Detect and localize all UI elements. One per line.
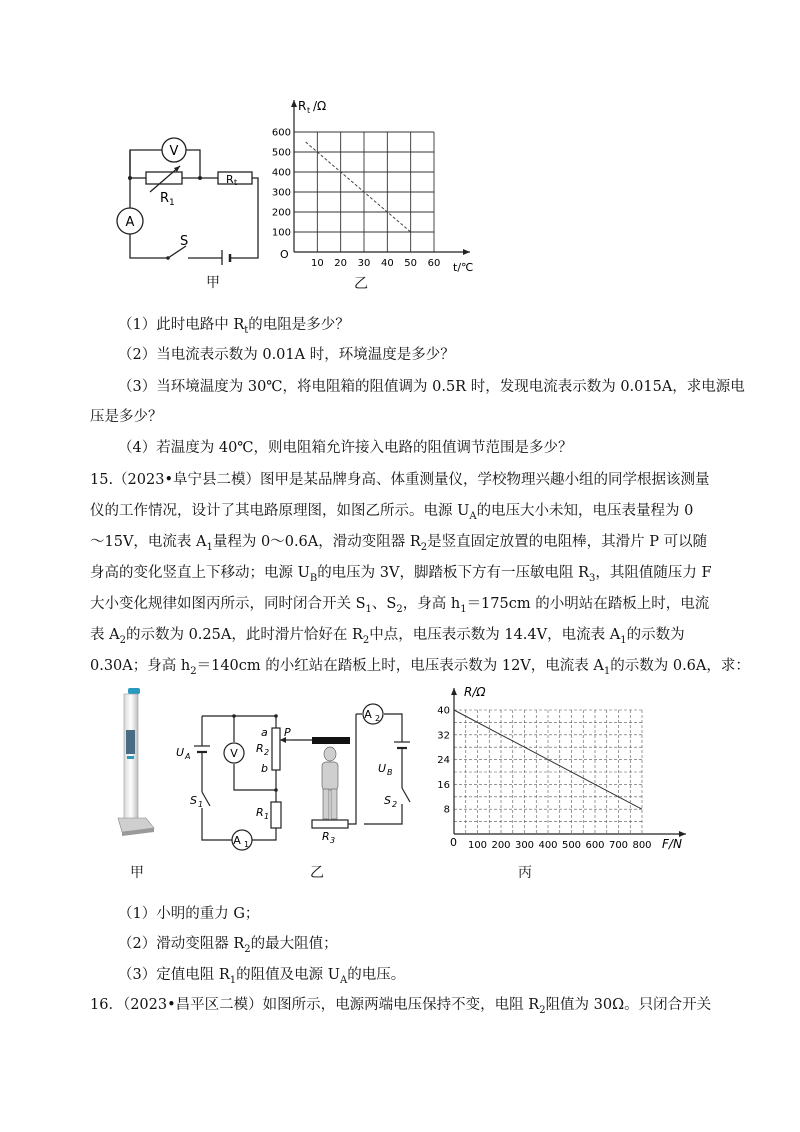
rt-label: R xyxy=(226,173,234,186)
graph-15-xlabel: F/N xyxy=(662,837,682,851)
problem-15-line-1: 15.（2023•阜宁县二模）图甲是某品牌身高、体重测量仪，学校物理兴趣小组的同学根据该测量 xyxy=(90,472,710,488)
y-tick-label: 200 xyxy=(271,207,291,219)
problem-15-line-3: ～15V，电流表 $A_1$量程为 0～0.6A，滑动变阻器 $R_2$是竖直固定放置的电阻棒，其滑片 P 可以随 xyxy=(90,534,708,553)
y-tick-label: 100 xyxy=(271,227,291,239)
question-15-3: （3）定值电阻 $R_1$的阻值及电源 $U_A$的电压。 xyxy=(118,967,406,986)
s2-label: S xyxy=(384,794,391,807)
a1-label: A xyxy=(233,834,241,847)
x-tick-label: 40 xyxy=(380,258,394,269)
svg-text:1: 1 xyxy=(244,840,250,849)
svg-text:1: 1 xyxy=(198,800,204,809)
x-tick-label: 800 xyxy=(632,840,652,851)
question-14-3: （3）当环境温度为 30℃，将电阻箱的阻值调为 0.5R 时，发现电流表示数为 0.015A，求电源电 xyxy=(118,379,745,395)
svg-text:2: 2 xyxy=(375,714,381,723)
svg-text:A: A xyxy=(185,752,191,761)
figure-label-bing-15: 丙 xyxy=(518,865,532,881)
question-14-3-cont: 压是多少？ xyxy=(90,409,163,425)
x-axis-arrow xyxy=(463,249,470,255)
y-tick-label: 32 xyxy=(437,730,450,742)
question-15-1: （1）小明的重力 G； xyxy=(118,906,260,922)
figure-label-jia-top: 甲 xyxy=(206,275,220,291)
x-tick-label: 50 xyxy=(404,258,418,269)
y-axis-arrow xyxy=(451,688,457,695)
x-tick-label: 100 xyxy=(467,840,488,851)
circuit-diagram-15 xyxy=(172,700,422,858)
problem-16-line-1: 16．（2023•昌平区二模）如图所示，电源两端电压保持不变，电阻 $R_2$阻值为 30Ω。只闭合开关 xyxy=(90,997,712,1016)
figure-label-yi-top: 乙 xyxy=(354,276,368,292)
x-tick-label: 300 xyxy=(514,840,535,851)
figure-label-yi-15: 乙 xyxy=(310,865,324,881)
ub-label: U xyxy=(378,762,387,775)
terminal-a: a xyxy=(261,726,268,739)
question-14-4: （4）若温度为 40℃，则电阻箱允许接入电路的阻值调节范围是多少？ xyxy=(118,440,573,456)
y-tick-label: 8 xyxy=(443,804,450,816)
rt-line xyxy=(306,142,411,232)
x-tick-label: 60 xyxy=(427,258,441,269)
rt-sub: t xyxy=(234,178,238,187)
graph-15-origin: 0 xyxy=(450,836,457,849)
ua-label: U xyxy=(176,746,185,759)
graph-top-ylabel-unit: /Ω xyxy=(313,99,327,113)
r-force-graph xyxy=(430,684,700,859)
x-tick-label: 600 xyxy=(585,840,605,851)
r-force-line xyxy=(454,710,642,809)
ammeter-label: A xyxy=(125,215,135,230)
x-tick-label: 400 xyxy=(538,840,558,851)
x-tick-label: 200 xyxy=(491,840,511,851)
height-weight-scale-photo xyxy=(116,686,166,836)
switch-label: S xyxy=(180,234,189,249)
y-tick-label: 600 xyxy=(271,127,291,139)
x-tick-label: 30 xyxy=(357,258,371,269)
graph-top-ylabel-sub: t xyxy=(307,106,311,115)
r1-sub: 1 xyxy=(169,198,175,208)
rt-temperature-graph xyxy=(270,92,480,277)
svg-text:B: B xyxy=(387,768,393,777)
a2-label: A xyxy=(364,708,372,721)
r1-15-label: R xyxy=(256,806,264,819)
terminal-b: b xyxy=(261,762,268,775)
figure-label-jia-15: 甲 xyxy=(130,865,144,881)
problem-15-line-5: 大小变化规律如图丙所示，同时闭合开关 $S_1$、$S_2$，身高 $h_1=175cm$ 的小明站在踏板上时，电流 xyxy=(90,596,710,615)
y-tick-label: 16 xyxy=(437,779,450,791)
x-tick-label: 700 xyxy=(608,840,629,851)
y-tick-label: 40 xyxy=(437,705,450,717)
circuit-diagram-top xyxy=(110,120,270,265)
y-tick-label: 24 xyxy=(437,755,450,767)
y-axis-arrow xyxy=(291,100,297,107)
problem-15-line-7: 0.30A；身高 $h_2=140cm$ 的小红站在踏板上时，电压表示数为 12V，电流表 $A_1$的示数为 0.6A，求： xyxy=(90,658,750,677)
y-tick-label: 400 xyxy=(271,167,291,179)
question-15-2: （2）滑动变阻器 $R_2$的最大阻值； xyxy=(118,936,338,955)
question-14-1: （1）此时电路中 $R_t$的电阻是多少？ xyxy=(118,317,350,336)
problem-15-line-6: 表 $A_2$的示数为 0.25A，此时滑片恰好在 $R_2$中点，电压表示数为 14.4V，电流表 $A_1$的示数为 xyxy=(90,627,685,646)
x-tick-label: 500 xyxy=(561,840,582,851)
svg-text:2: 2 xyxy=(264,748,270,757)
s1-label: S xyxy=(190,794,197,807)
v15-label: V xyxy=(230,747,238,760)
y-tick-label: 300 xyxy=(271,187,291,199)
question-14-2: （2）当电流表示数为 0.01A 时，环境温度是多少？ xyxy=(118,347,455,363)
y-tick-label: 500 xyxy=(271,147,291,159)
r1-label: R xyxy=(160,191,170,206)
r3-label: R xyxy=(322,830,330,843)
graph-15-ylabel: R/Ω xyxy=(464,685,486,699)
graph-top-origin: O xyxy=(280,248,289,261)
graph-top-xlabel: t/℃ xyxy=(453,261,474,274)
svg-text:3: 3 xyxy=(330,836,336,845)
r2-label: R xyxy=(256,742,264,755)
voltmeter-label: V xyxy=(169,144,179,159)
problem-15-line-2: 仪的工作情况，设计了其电路原理图，如图乙所示。电源 $U_A$的电压大小未知，电压表量程为 0 xyxy=(90,503,694,522)
problem-15-line-4: 身高的变化竖直上下移动；电源 $U_B$的电压为 3V，脚踏板下方有一压敏电阻 $R_3$，其阻值随压力 F xyxy=(90,565,712,584)
x-tick-label: 10 xyxy=(310,258,324,269)
x-tick-label: 20 xyxy=(334,258,348,269)
svg-text:2: 2 xyxy=(392,800,398,809)
svg-text:1: 1 xyxy=(264,812,270,821)
graph-top-ylabel: R xyxy=(298,99,307,113)
slider-p: P xyxy=(284,726,291,739)
